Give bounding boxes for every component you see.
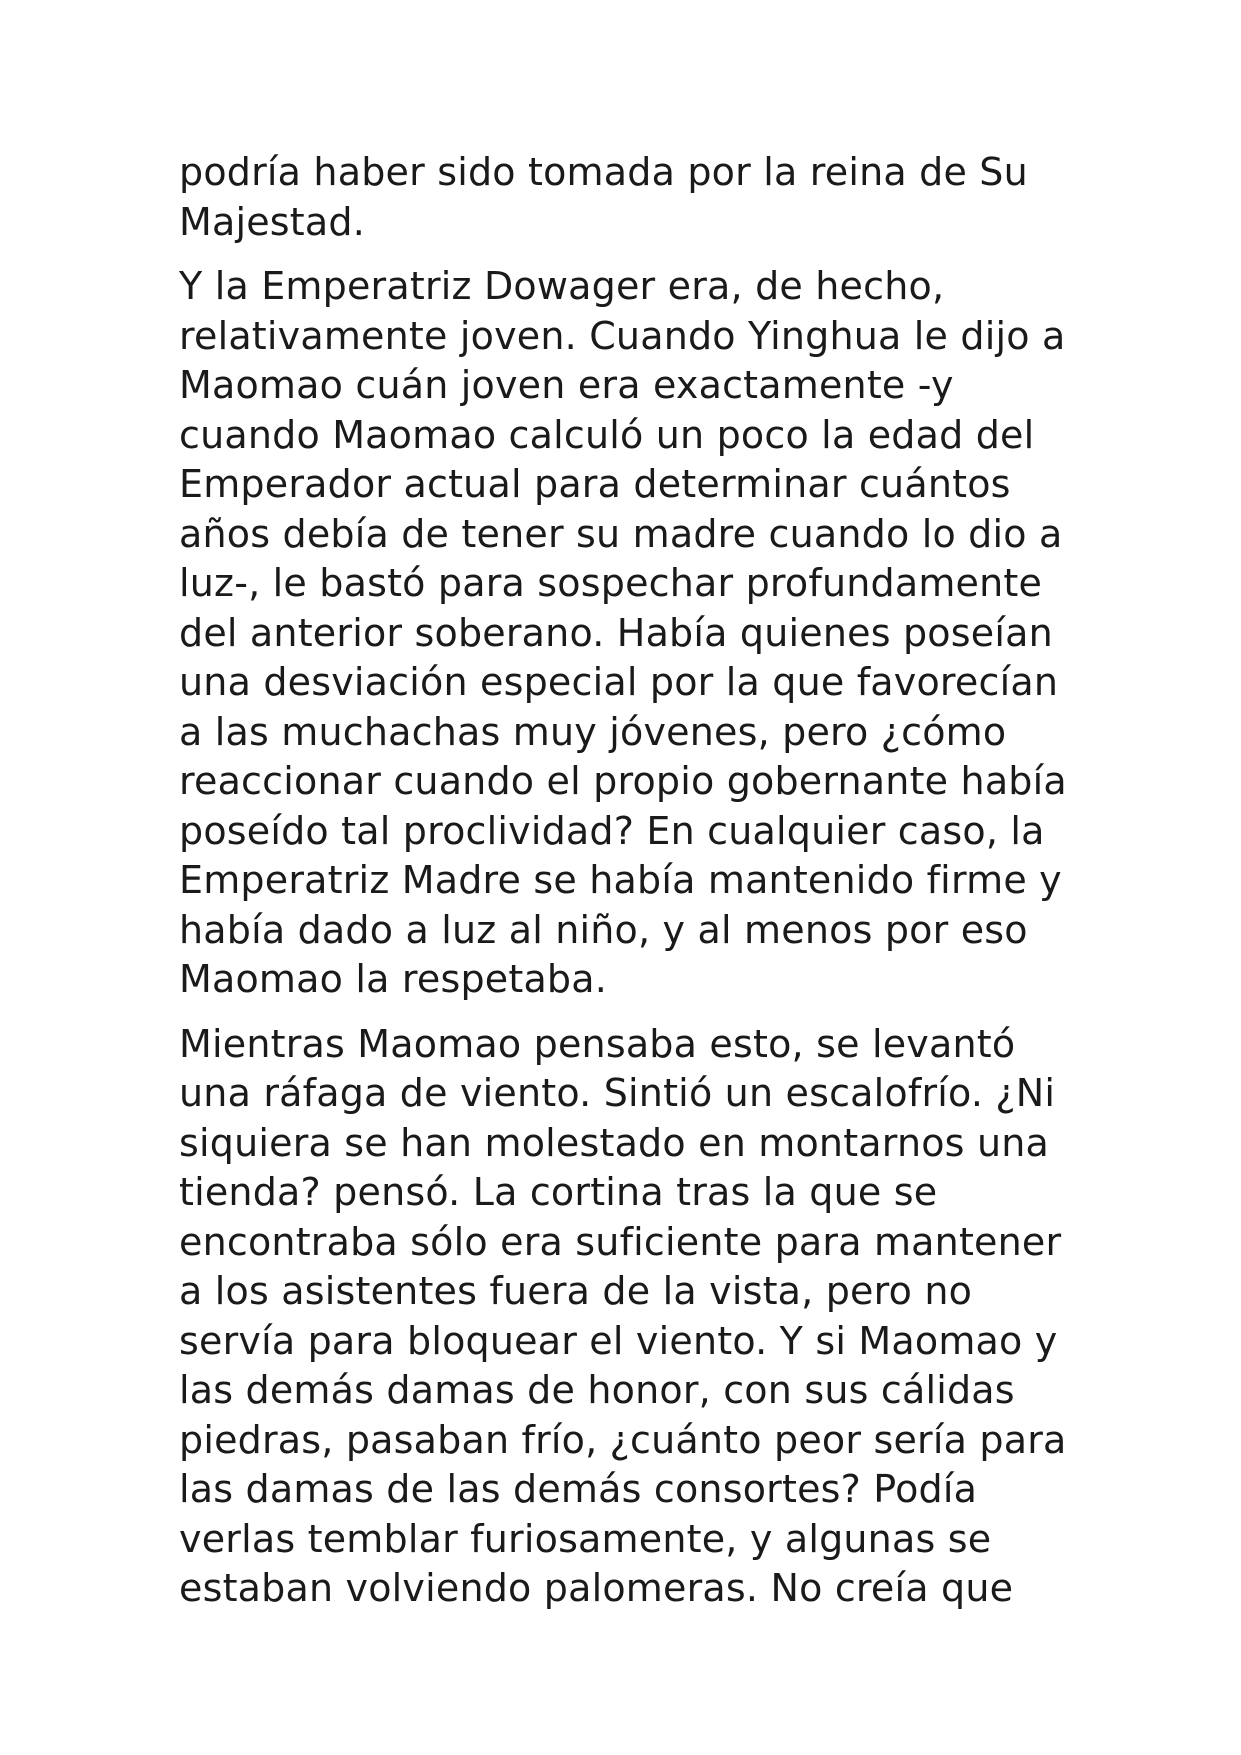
text-line: cuando Maomao calculó un poco la edad del [179,412,1035,457]
text-line: siquiera se han molestado en montarnos una [179,1120,1050,1165]
text-line: las damas de las demás consortes? Podía [179,1467,978,1511]
text-line: piedras, pasaban frío, ¿cuánto peor sería para [179,1417,1067,1462]
text-line: Majestad. [179,199,365,244]
text-line: Maomao cuán joven era exactamente -y [179,363,954,407]
text-line: reaccionar cuando el propio gobernante había [179,759,1067,803]
text-line: luz-, le bastó para sospechar profundamente [179,561,1043,605]
paragraph-2 [179,262,1079,1005]
text-line: a los asistentes fuera de la vista, pero no [179,1269,973,1313]
text-line: del anterior soberano. Había quienes poseían [179,610,1053,655]
text-line: Emperador actual para determinar cuántos [179,462,1011,506]
body-text [179,148,1079,1629]
text-line: años debía de tener su madre cuando lo dio a [179,511,1063,556]
text-line: una ráfaga de viento. Sintió un escalofrío. ¿Ni [179,1071,1056,1115]
text-line: Mientras Maomao pensaba esto, se levantó [179,1021,1016,1066]
text-line: encontraba sólo era suficiente para mantener [179,1219,1062,1264]
paragraph-3 [179,1020,1079,1614]
text-line: Y la Emperatriz Dowager era, de hecho, [179,264,945,308]
text-line: tienda? pensó. La cortina tras la que se [179,1170,938,1214]
text-line: estaban volviendo palomeras. No creía que [179,1566,1014,1610]
text-line: una desviación especial por la que favorecían [179,660,1059,704]
text-line: Emperatriz Madre se había mantenido firme y [179,858,1062,902]
paragraph-1 [179,148,1079,247]
text-line: a las muchachas muy jóvenes, pero ¿cómo [179,709,1007,754]
text-line: había dado a luz al niño, y al menos por eso [179,907,1028,952]
text-line: las demás damas de honor, con sus cálidas [179,1368,1015,1412]
text-line: Maomao la respetaba. [179,957,608,1001]
text-line: verlas temblar furiosamente, y algunas se [179,1516,992,1561]
text-line: poseído tal proclividad? En cualquier caso, la [179,808,1045,853]
text-line: podría haber sido tomada por la reina de Su [179,150,1028,194]
text-line: relativamente joven. Cuando Yinghua le dijo a [179,313,1066,358]
text-line: servía para bloquear el viento. Y si Maomao y [179,1318,1058,1363]
